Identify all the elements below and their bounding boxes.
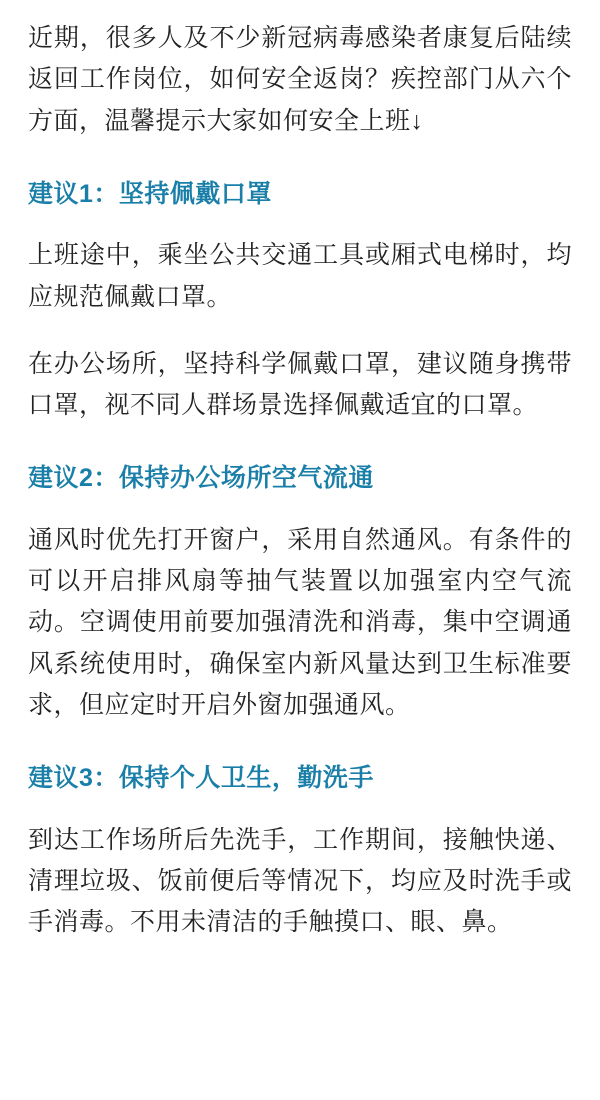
section-3-paragraph-1: 到达工作场所后先洗手，工作期间，接触快递、清理垃圾、饭前便后等情况下，均应及时洗手或手消毒。不用未清洁的手触摸口、眼、鼻。 [28,825,572,936]
section-heading-3: 建议3：保持个人卫生，勤洗手 [28,764,374,792]
spacer [28,168,572,176]
section-2-paragraph-1: 通风时优先打开窗户，采用自然通风。有条件的可以开启排风扇等抽气装置以加强室内空气流动。空调使用前要加强清洗和消毒，集中空调通风系统使用时，确保室内新风量达到卫生标准要求，但应定时开启外窗加强通风。 [28,525,572,719]
section-1-paragraph-1: 上班途中，乘坐公共交通工具或厢式电梯时，均应规范佩戴口罩。 [28,241,572,311]
section-1-paragraph-2: 在办公场所，坚持科学佩戴口罩，建议随身携带口罩，视不同人群场景选择佩戴适宜的口罩。 [28,349,572,419]
intro-paragraph: 近期，很多人及不少新冠病毒感染者康复后陆续返回工作岗位，如何安全返岗？疾控部门从六个方面，温馨提示大家如何安全上班↓ [28,24,572,135]
section-heading-1: 建议1：坚持佩戴口罩 [28,179,272,208]
section-heading-2: 建议2：保持办公场所空气流通 [28,464,374,493]
